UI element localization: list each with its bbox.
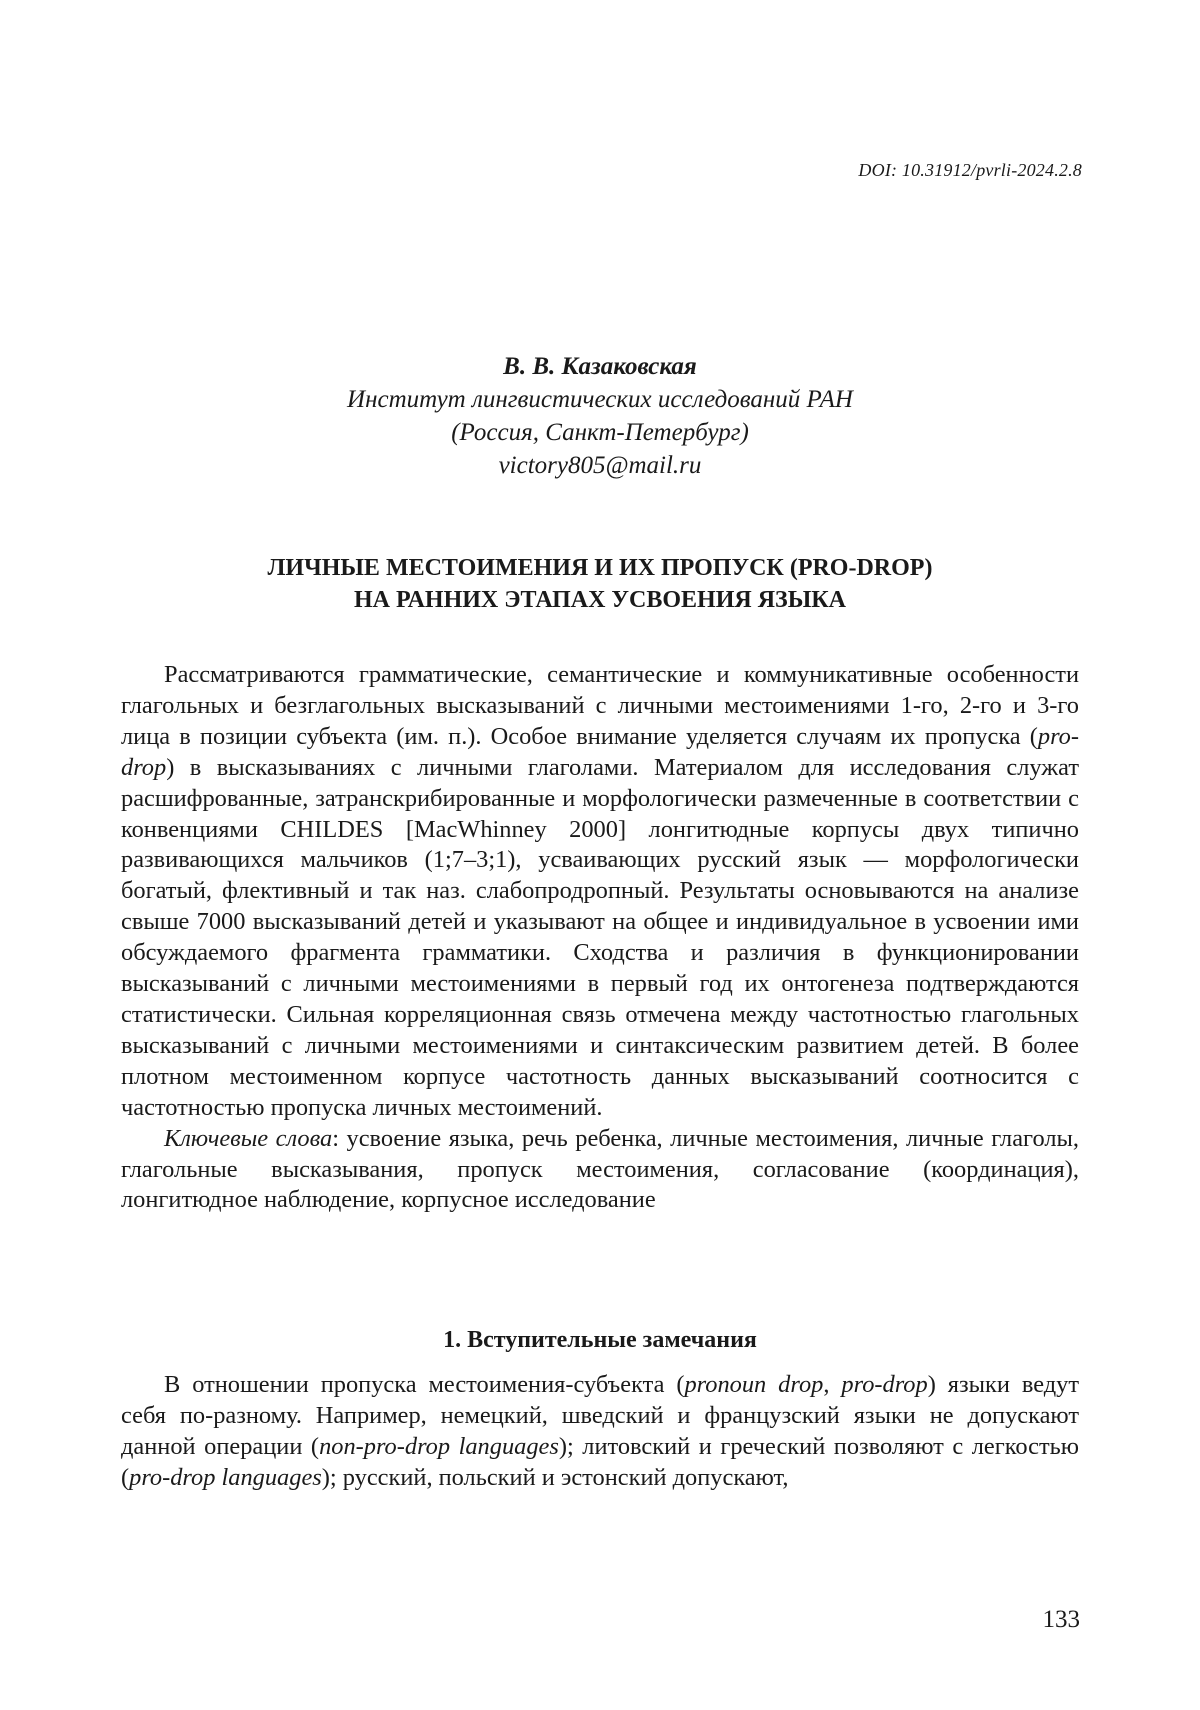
doi-label: DOI: 10.31912/pvrli-2024.2.8 xyxy=(858,160,1082,180)
intro-text-3: ) языки ведут себя по-разному. Например, немецкий, шведский и французский языки не допускают данной операции ( xyxy=(121,1371,1079,1460)
intro-text-4: ); литовский и греческий позволяют с легкостью ( xyxy=(121,1432,1079,1491)
abstract-paragraph xyxy=(121,660,1079,1124)
title-line-2: НА РАННИХ ЭТАПАХ УСВОЕНИЯ ЯЗЫКА xyxy=(353,587,846,613)
keywords-text: : усвоение языка, речь ребенка, личные местоимения, личные глаголы, глагольные высказывания, пропуск местоимения, согласование (координация), лонгитюдное наблюдение, корпусное исследование xyxy=(121,1124,1079,1214)
keywords-paragraph xyxy=(121,1124,1079,1217)
intro-term-1: pronoun drop xyxy=(684,1371,824,1398)
page-number: 133 xyxy=(1042,1606,1080,1633)
author-location: (Россия, Санкт-Петербург) xyxy=(451,419,749,446)
intro xyxy=(121,1370,1079,1494)
intro-term-2: pro-drop xyxy=(841,1371,928,1398)
intro-text-2: , xyxy=(823,1371,842,1398)
author-email: victory805@mail.ru xyxy=(498,452,702,479)
abstract-text-1: Рассматриваются грамматические, семантические и коммуникативные особенности глагольных и безглагольных высказываний с личными местоимениями 1-го, 2-го и 3-го лица в позиции субъекта (им. п.). Особое внимание уделяется случаям их пропуска ( xyxy=(121,661,1079,750)
intro-term-4: pro-drop languages xyxy=(129,1463,322,1491)
article-title xyxy=(0,552,1200,616)
intro-text-1: В отношении пропуска местоимения-субъекта ( xyxy=(164,1371,685,1398)
title-line-1: ЛИЧНЫЕ МЕСТОИМЕНИЯ И ИХ ПРОПУСК (PRO-DROP) xyxy=(267,555,933,581)
abstract-text-2: ) в высказываниях с личными глаголами. Материалом для исследования служат расшифрованные, затранскрибированные и морфологически размеченные в соответствии с конвенциями CHILDES [MacWhinney 2000] лонгитюдные корпусы двух типично развивающихся мальчиков (1;7–3;1), усваивающих русский язык — морфологически богатый, флективный и так наз. слабопродропный. Результаты основываются на анализе свыше 7000 высказываний детей и указывают на общее и индивидуальное в усвоении ими обсуждаемого фрагмента грамматики. Сходства и различия в функционировании высказываний с личными местоимениями в первый год их онтогенеза подтверждаются статистически. Сильная корреляционная связь отмечена между частотностью глагольных высказываний с личными местоимениями и синтаксическим развитием детей. В более плотном местоименном корпусе частотность данных высказываний соотносится с частотностью пропуска личных местоимений. xyxy=(121,753,1079,1121)
keywords-label: Ключевые слова xyxy=(164,1124,333,1152)
intro-term-3: non-pro-drop languages xyxy=(319,1432,559,1460)
author-name: В. В. Казаковская xyxy=(503,353,697,380)
intro-paragraph xyxy=(121,1370,1079,1494)
author-institution: Институт лингвистических исследований РАН xyxy=(347,386,853,413)
intro-text-5: ); русский, польский и эстонский допускают, xyxy=(321,1463,789,1491)
abstract-term-prodrop: pro-drop xyxy=(121,722,1079,781)
section-heading: 1. Вступительные замечания xyxy=(443,1327,757,1353)
author-block xyxy=(0,350,1200,482)
abstract xyxy=(121,660,1079,1216)
